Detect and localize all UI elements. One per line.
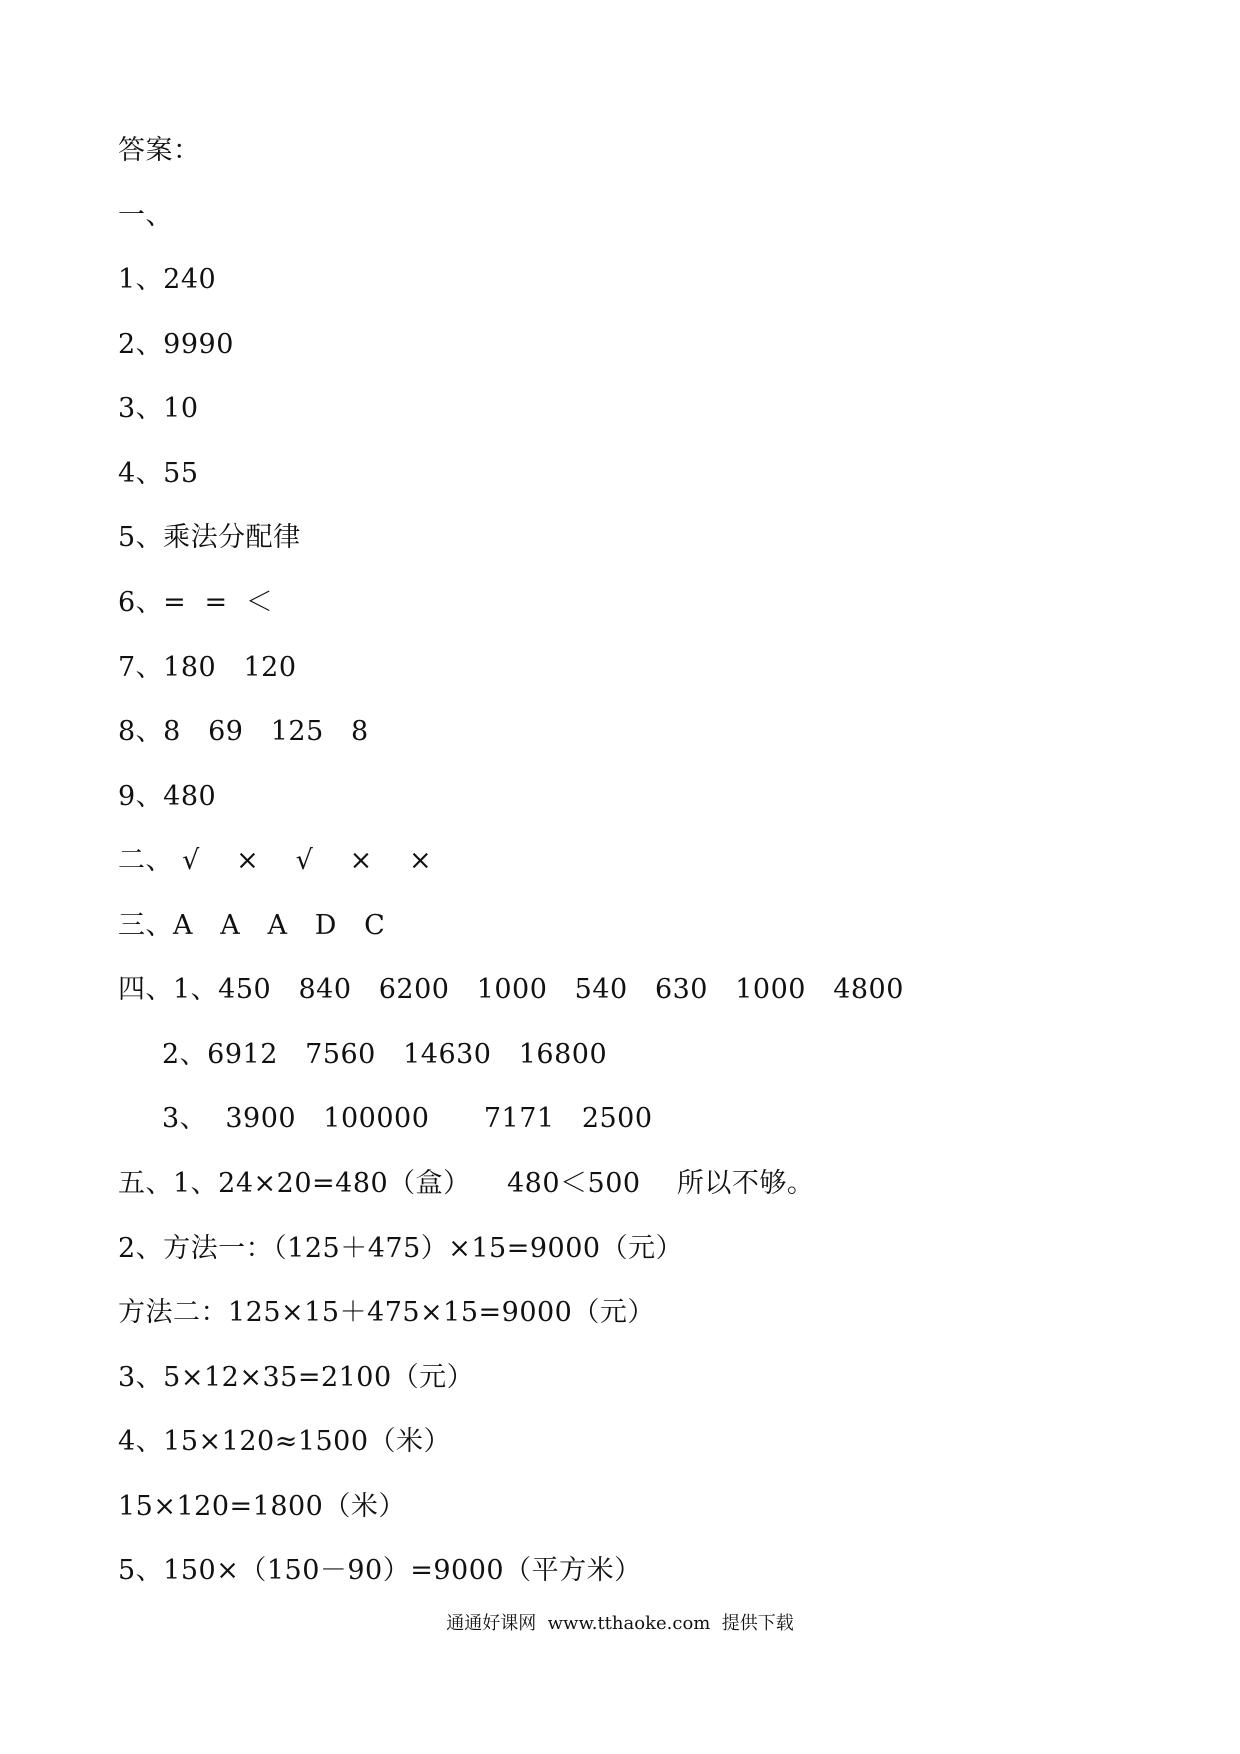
answer-line: 5、150×（150－90）=9000（平方米） xyxy=(118,1555,642,1586)
answer-line: 6、= = ＜ xyxy=(118,587,274,618)
answer-line: 3、5×12×35=2100（元） xyxy=(118,1362,475,1393)
answer-line: 7、180 120 xyxy=(118,652,297,683)
answer-line: 4、55 xyxy=(118,458,199,489)
answer-line: 5、乘法分配律 xyxy=(118,522,301,553)
answer-line: 2、9990 xyxy=(118,329,234,360)
answer-line: 9、480 xyxy=(118,781,217,812)
answer-line: 2、方法一：（125＋475）×15=9000（元） xyxy=(118,1233,684,1264)
page-footer: 通通好课网 www.tthaoke.com 提供下载 xyxy=(446,1613,794,1634)
section-1-heading: 一、 xyxy=(118,200,173,231)
answer-line: 15×120=1800（米） xyxy=(118,1491,406,1522)
answer-title: 答案： xyxy=(118,135,201,166)
answer-line: 2、6912 7560 14630 16800 xyxy=(162,1039,608,1070)
answer-line: 1、240 xyxy=(118,264,217,295)
section-2-answers: 二、 √ × √ × × xyxy=(118,845,433,876)
answer-line: 方法二：125×15＋475×15=9000（元） xyxy=(118,1297,655,1328)
answer-line: 3、 3900 100000 7171 2500 xyxy=(162,1103,653,1134)
section-3-answers: 三、A A A D C xyxy=(118,910,386,941)
answer-line: 3、10 xyxy=(118,393,199,424)
answer-line: 8、8 69 125 8 xyxy=(118,716,369,747)
section-5-answers: 五、1、24×20=480（盒） 480＜500 所以不够。 xyxy=(118,1168,815,1199)
answer-line: 4、15×120≈1500（米） xyxy=(118,1426,452,1457)
section-4-answers: 四、1、450 840 6200 1000 540 630 1000 4800 xyxy=(118,974,904,1005)
